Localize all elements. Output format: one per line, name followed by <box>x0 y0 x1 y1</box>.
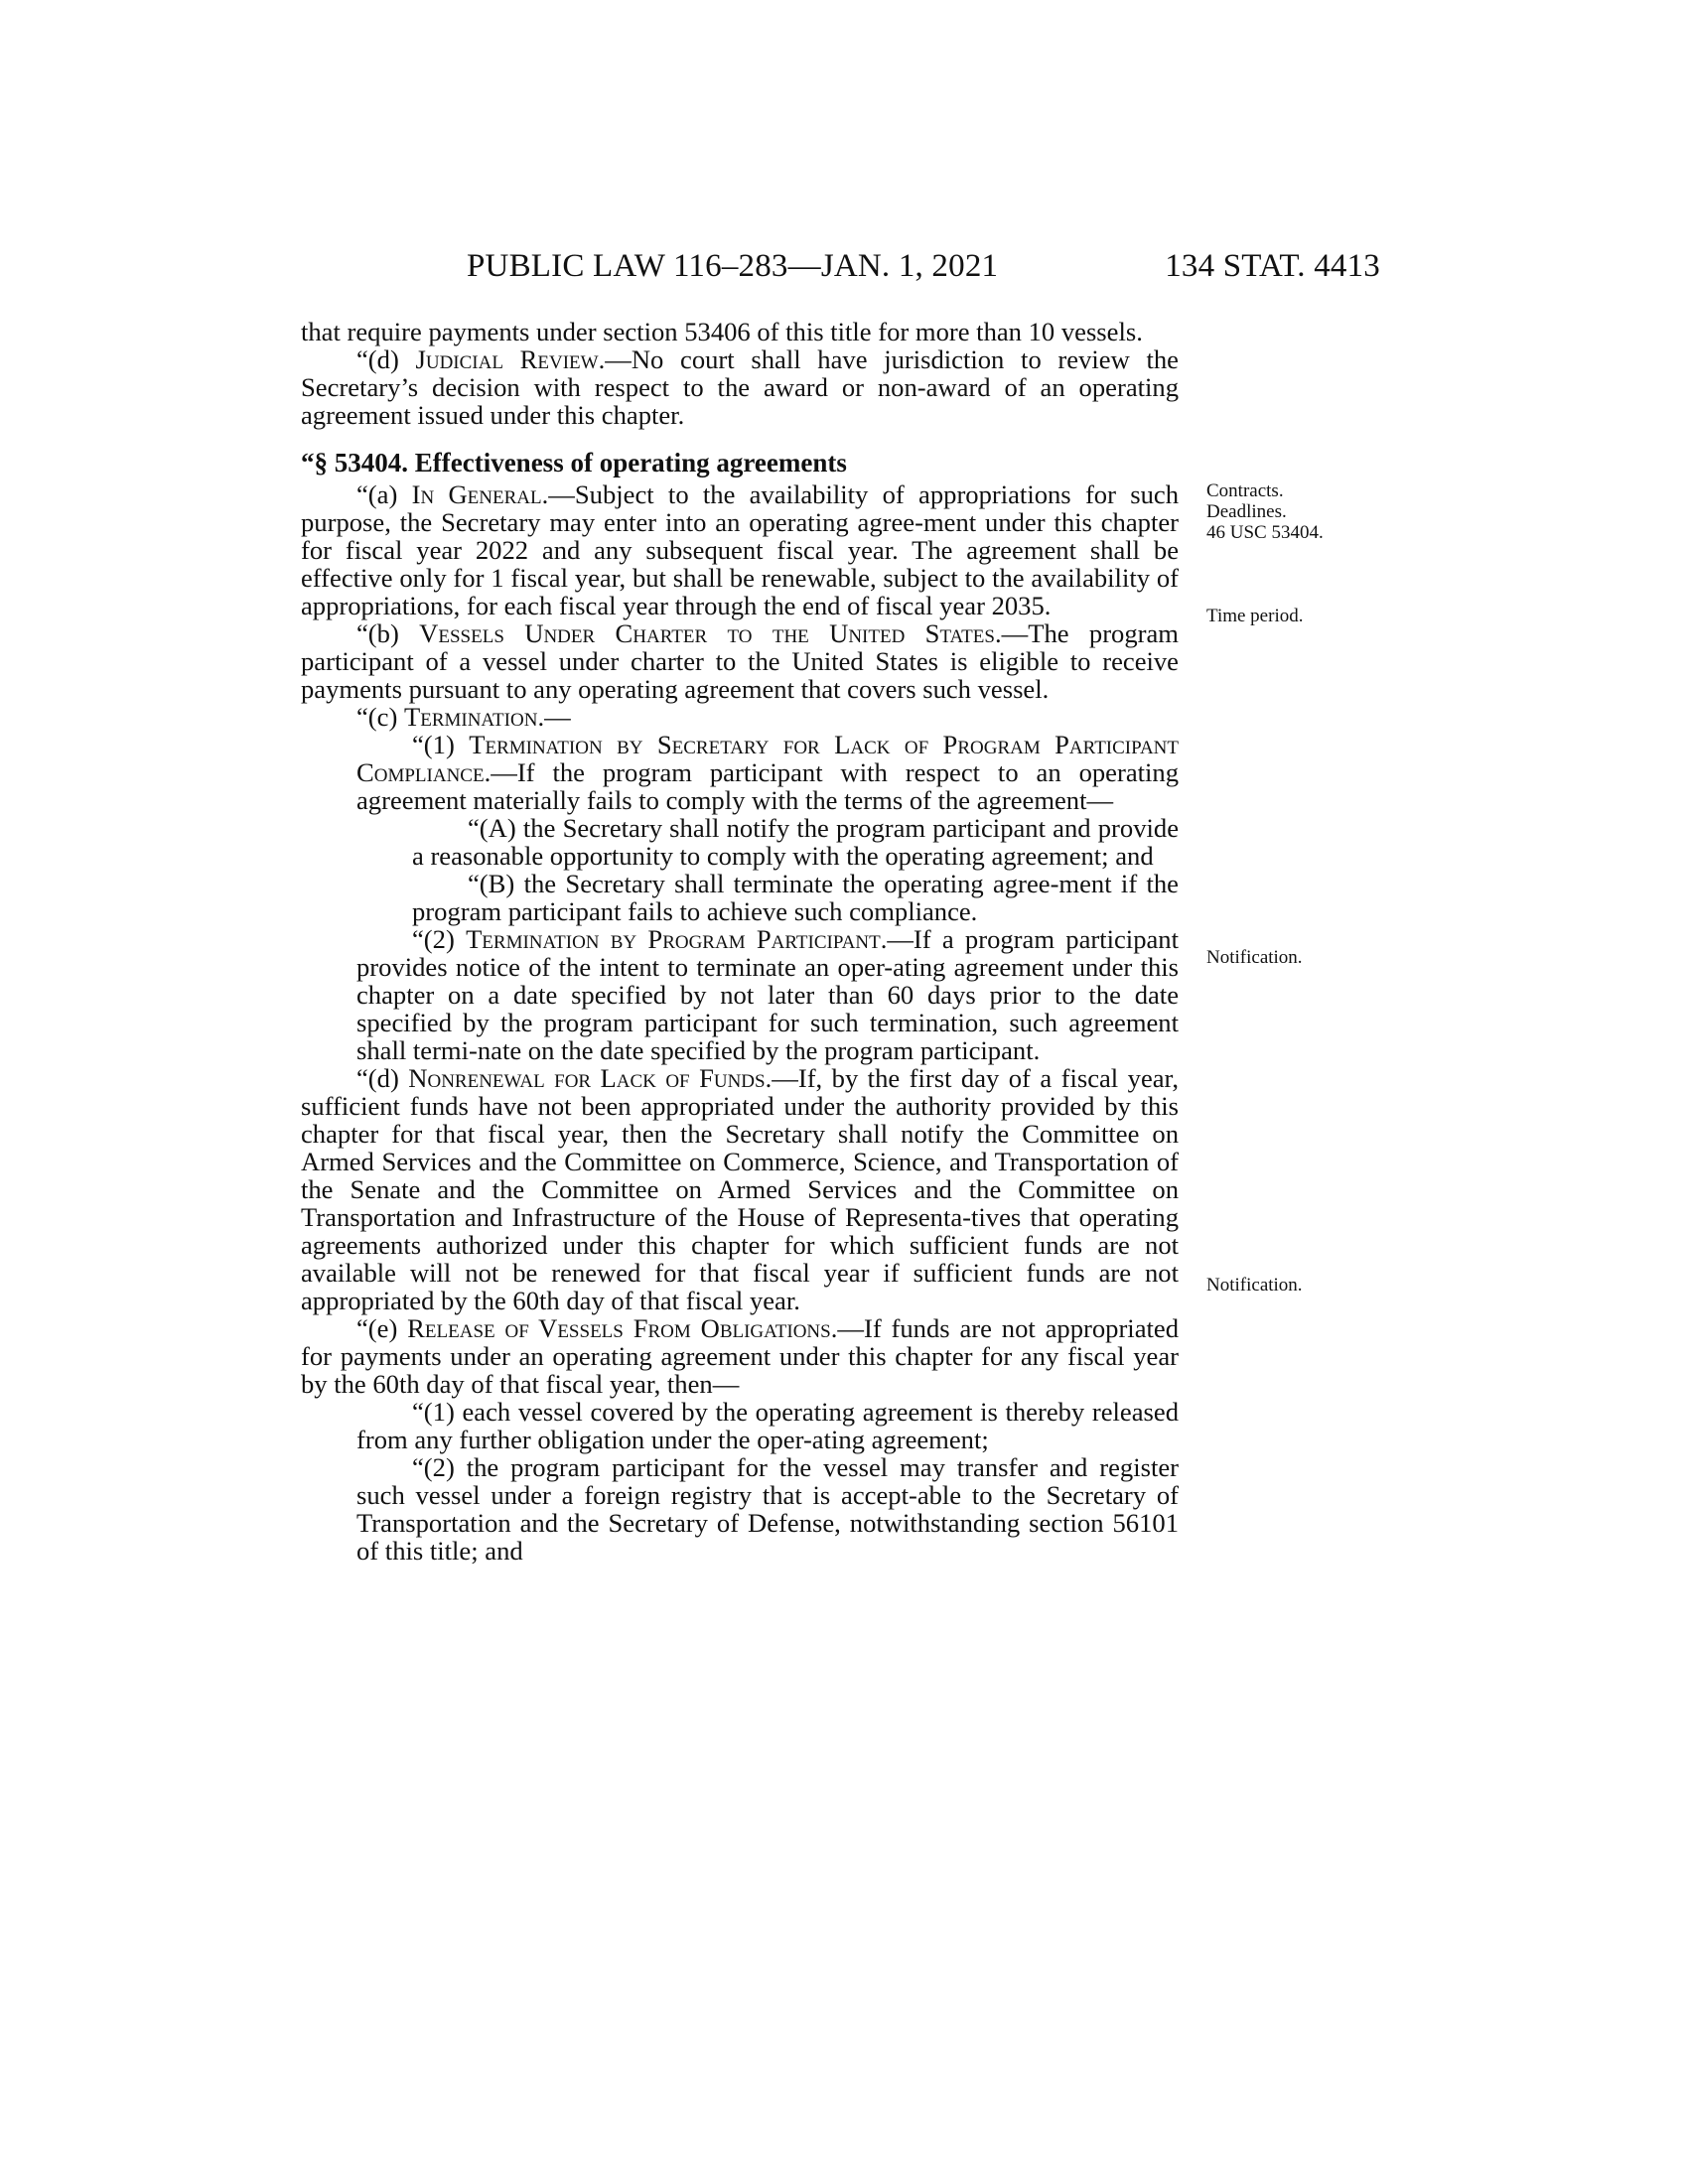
paragraph-c1: “(1) Termination by Secretary for Lack of Program Participant Compliance.—If the program participant with respect to an operating agreement materially fails to comply with the terms of the agreement— <box>356 730 1179 815</box>
running-title: PUBLIC LAW 116–283—JAN. 1, 2021 <box>467 248 999 284</box>
document-body <box>301 318 1179 1565</box>
subsection-e-release-of-vessels: “(e) Release of Vessels From Obligations.—If funds are not appropriated for payments under an operating agreement under this chapter for any fiscal year by the 60th day of that fiscal year, then— <box>301 1313 1179 1399</box>
margin-note-deadlines: Deadlines. <box>1206 501 1287 522</box>
margin-note-usc: 46 USC 53404. <box>1206 522 1324 543</box>
margin-note-contracts <box>1206 480 1355 543</box>
paragraph-e1: “(1) each vessel covered by the operating agreement is thereby released from any further obligation under the oper-ating agreement; <box>356 1397 1179 1454</box>
subsection-d-judicial-review: “(d) Judicial Review.—No court shall have jurisdiction to review the Secretary’s decision with respect to the award or non-award of an operating agreement issued under this chapter. <box>301 344 1179 430</box>
subparagraph-c1-a: “(A) the Secretary shall notify the program participant and provide a reasonable opportunity to comply with the operating agreement; and <box>412 813 1179 871</box>
margin-note-notification-1: Notification. <box>1206 947 1303 968</box>
paragraph-e2: “(2) the program participant for the vessel may transfer and register such vessel under a foreign registry that is accept-able to the Secretary of Transportation and the Secretary of Defense, notwithstanding section 56101 of this title; and <box>356 1452 1179 1566</box>
paragraph-c2: “(2) Termination by Program Participant.—If a program participant provides notice of the intent to terminate an oper-ating agreement under this chapter on a date specified by not later than 60 days prior to the date specified by the program participant for such termination, such agreement shall termi-nate on the date specified by the program participant. <box>356 924 1179 1065</box>
paragraph-continued: that require payments under section 53406 of this title for more than 10 vessels. <box>301 317 1143 346</box>
page-header <box>467 248 1380 288</box>
margin-note-contracts-label: Contracts. <box>1206 480 1284 501</box>
margin-note-notification-2: Notification. <box>1206 1275 1303 1296</box>
subsection-b-vessels-under-charter: “(b) Vessels Under Charter to the United States.—The program participant of a vessel under charter to the United States is eligible to receive payments pursuant to any operating agreement that covers such vessel. <box>301 618 1179 704</box>
subsection-c-termination: “(c) Termination.— <box>356 702 571 732</box>
subparagraph-c1-b: “(B) the Secretary shall terminate the operating agree-ment if the program participant fails to achieve such compliance. <box>412 869 1179 926</box>
subsection-d-nonrenewal: “(d) Nonrenewal for Lack of Funds.—If, by the first day of a fiscal year, sufficient funds have not been appropriated under the authority provided by this chapter for that fiscal year, then the Secretary shall notify the Committee on Armed Services and the Committee on Commerce, Science, and Transportation of the Senate and the Committee on Armed Services and the Committee on Transportation and Infrastructure of the House of Representa-tives that operating agreements authorized under this chapter for which sufficient funds are not available will not be renewed for that fiscal year if sufficient funds are not appropriated by the 60th day of that fiscal year. <box>301 1063 1179 1315</box>
section-heading-53404: “§ 53404. Effectiveness of operating agreements <box>301 448 847 478</box>
stat-page-number: 134 STAT. 4413 <box>1165 248 1380 284</box>
margin-note-time-period: Time period. <box>1206 606 1304 626</box>
subsection-a-in-general: “(a) In General.—Subject to the availability of appropriations for such purpose, the Secretary may enter into an operating agree-ment under this chapter for fiscal year 2022 and any subsequent fiscal year. The agreement shall be effective only for 1 fiscal year, but shall be renewable, subject to the availability of appropriations, for each fiscal year through the end of fiscal year 2035. <box>301 479 1179 620</box>
